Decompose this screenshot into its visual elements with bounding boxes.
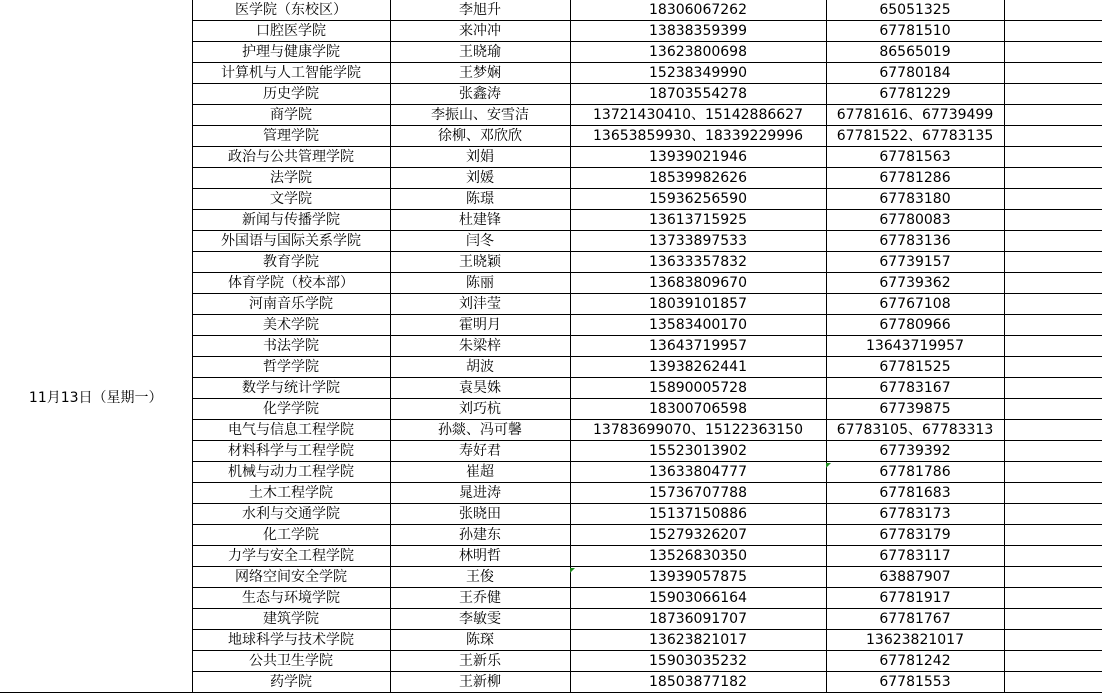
college-cell[interactable]: 管理学院: [192, 126, 390, 147]
college-cell[interactable]: 电气与信息工程学院: [192, 420, 390, 441]
phone-cell[interactable]: 63887907: [826, 567, 1004, 588]
contact-cell[interactable]: 刘巧杭: [390, 399, 570, 420]
empty-cell[interactable]: [1004, 630, 1102, 651]
mobile-cell[interactable]: 18736091707: [570, 609, 826, 630]
empty-cell[interactable]: [1004, 504, 1102, 525]
empty-cell[interactable]: [1004, 42, 1102, 63]
college-cell[interactable]: 新闻与传播学院: [192, 210, 390, 231]
empty-cell[interactable]: [1004, 483, 1102, 504]
contact-cell[interactable]: 袁昊姝: [390, 378, 570, 399]
empty-cell[interactable]: [1004, 210, 1102, 231]
phone-cell[interactable]: 67781917: [826, 588, 1004, 609]
phone-cell[interactable]: 13643719957: [826, 336, 1004, 357]
college-cell[interactable]: 计算机与人工智能学院: [192, 63, 390, 84]
mobile-cell[interactable]: 15903035232: [570, 651, 826, 672]
mobile-cell[interactable]: 13623821017: [570, 630, 826, 651]
mobile-cell[interactable]: 13683809670: [570, 273, 826, 294]
mobile-cell[interactable]: 13653859930、18339229996: [570, 126, 826, 147]
college-cell[interactable]: 口腔医学院: [192, 21, 390, 42]
empty-cell[interactable]: [1004, 252, 1102, 273]
phone-cell[interactable]: 67781563: [826, 147, 1004, 168]
mobile-cell[interactable]: 18539982626: [570, 168, 826, 189]
phone-cell[interactable]: 67783180: [826, 189, 1004, 210]
phone-cell[interactable]: 67781522、67783135: [826, 126, 1004, 147]
phone-cell[interactable]: 65051325: [826, 0, 1004, 21]
empty-cell[interactable]: [1004, 126, 1102, 147]
phone-cell[interactable]: 86565019: [826, 42, 1004, 63]
mobile-cell[interactable]: 18300706598: [570, 399, 826, 420]
contact-cell[interactable]: 李旭升: [390, 0, 570, 21]
empty-cell[interactable]: [1004, 147, 1102, 168]
mobile-cell[interactable]: 15238349990: [570, 63, 826, 84]
mobile-cell[interactable]: 18039101857: [570, 294, 826, 315]
contact-cell[interactable]: 寿好君: [390, 441, 570, 462]
phone-cell[interactable]: 67781786: [826, 462, 1004, 483]
college-cell[interactable]: 外国语与国际关系学院: [192, 231, 390, 252]
college-cell[interactable]: 商学院: [192, 105, 390, 126]
college-cell[interactable]: 哲学学院: [192, 357, 390, 378]
phone-cell[interactable]: 67781616、67739499: [826, 105, 1004, 126]
contact-cell[interactable]: 崔超: [390, 462, 570, 483]
empty-cell[interactable]: [1004, 294, 1102, 315]
empty-cell[interactable]: [1004, 567, 1102, 588]
contact-cell[interactable]: 朱梁梓: [390, 336, 570, 357]
mobile-cell[interactable]: 13783699070、15122363150: [570, 420, 826, 441]
college-cell[interactable]: 建筑学院: [192, 609, 390, 630]
phone-cell[interactable]: 13623821017: [826, 630, 1004, 651]
contact-cell[interactable]: 胡波: [390, 357, 570, 378]
contact-cell[interactable]: 闫冬: [390, 231, 570, 252]
college-cell[interactable]: 美术学院: [192, 315, 390, 336]
contact-cell[interactable]: 陈丽: [390, 273, 570, 294]
phone-cell[interactable]: 67783117: [826, 546, 1004, 567]
empty-cell[interactable]: [1004, 231, 1102, 252]
empty-cell[interactable]: [1004, 336, 1102, 357]
empty-cell[interactable]: [1004, 21, 1102, 42]
cell-comment-marker: [826, 463, 831, 468]
contact-cell[interactable]: 陈琛: [390, 630, 570, 651]
mobile-cell[interactable]: 13939021946: [570, 147, 826, 168]
empty-cell[interactable]: [1004, 651, 1102, 672]
college-cell[interactable]: 公共卫生学院: [192, 651, 390, 672]
contact-cell[interactable]: 李敏雯: [390, 609, 570, 630]
college-cell[interactable]: 政治与公共管理学院: [192, 147, 390, 168]
empty-cell[interactable]: [1004, 84, 1102, 105]
mobile-cell[interactable]: 15137150886: [570, 504, 826, 525]
contact-cell[interactable]: 张晓田: [390, 504, 570, 525]
phone-cell[interactable]: 67781286: [826, 168, 1004, 189]
empty-cell[interactable]: [1004, 588, 1102, 609]
contact-cell[interactable]: 张鑫涛: [390, 84, 570, 105]
phone-cell[interactable]: 67767108: [826, 294, 1004, 315]
mobile-cell[interactable]: 13721430410、15142886627: [570, 105, 826, 126]
empty-cell[interactable]: [1004, 0, 1102, 21]
empty-cell[interactable]: [1004, 672, 1102, 693]
college-cell[interactable]: 化学学院: [192, 399, 390, 420]
contact-cell[interactable]: 孙燚、冯可馨: [390, 420, 570, 441]
contact-cell[interactable]: 陈璟: [390, 189, 570, 210]
phone-cell[interactable]: 67739362: [826, 273, 1004, 294]
mobile-cell[interactable]: 15736707788: [570, 483, 826, 504]
mobile-cell[interactable]: 15279326207: [570, 525, 826, 546]
empty-cell[interactable]: [1004, 546, 1102, 567]
empty-cell[interactable]: [1004, 105, 1102, 126]
phone-cell[interactable]: 67781229: [826, 84, 1004, 105]
college-cell[interactable]: 水利与交通学院: [192, 504, 390, 525]
college-cell[interactable]: 书法学院: [192, 336, 390, 357]
contact-cell[interactable]: 晁进涛: [390, 483, 570, 504]
contact-cell[interactable]: 王梦娴: [390, 63, 570, 84]
contact-cell[interactable]: 王乔健: [390, 588, 570, 609]
contact-cell[interactable]: 孙建东: [390, 525, 570, 546]
mobile-cell[interactable]: 15903066164: [570, 588, 826, 609]
contact-cell[interactable]: 王新柳: [390, 672, 570, 693]
college-cell[interactable]: 教育学院: [192, 252, 390, 273]
mobile-cell[interactable]: 15523013902: [570, 441, 826, 462]
mobile-cell[interactable]: 13583400170: [570, 315, 826, 336]
phone-cell[interactable]: 67739392: [826, 441, 1004, 462]
college-cell[interactable]: 法学院: [192, 168, 390, 189]
contact-cell[interactable]: 徐柳、邓欣欣: [390, 126, 570, 147]
college-cell[interactable]: 地球科学与技术学院: [192, 630, 390, 651]
phone-cell[interactable]: 67781510: [826, 21, 1004, 42]
mobile-cell[interactable]: 13613715925: [570, 210, 826, 231]
college-cell[interactable]: 网络空间安全学院: [192, 567, 390, 588]
college-cell[interactable]: 土木工程学院: [192, 483, 390, 504]
mobile-cell[interactable]: 13733897533: [570, 231, 826, 252]
mobile-cell[interactable]: 18703554278: [570, 84, 826, 105]
contact-cell[interactable]: 来冲冲: [390, 21, 570, 42]
mobile-cell[interactable]: 18503877182: [570, 672, 826, 693]
contact-cell[interactable]: 王俊: [390, 567, 570, 588]
cell-comment-marker: [570, 568, 575, 573]
empty-cell[interactable]: [1004, 63, 1102, 84]
contact-cell[interactable]: 霍明月: [390, 315, 570, 336]
phone-cell[interactable]: 67783167: [826, 378, 1004, 399]
phone-cell[interactable]: 67783105、67783313: [826, 420, 1004, 441]
college-cell[interactable]: 材料科学与工程学院: [192, 441, 390, 462]
date-cell[interactable]: 11月13日（星期一）: [0, 105, 192, 693]
college-cell[interactable]: 护理与健康学院: [192, 42, 390, 63]
empty-cell[interactable]: [1004, 462, 1102, 483]
table-row: [0, 105, 1102, 126]
phone-cell[interactable]: 67783179: [826, 525, 1004, 546]
phone-cell[interactable]: 67781767: [826, 609, 1004, 630]
mobile-cell[interactable]: 13939057875: [570, 567, 826, 588]
phone-cell[interactable]: 67739875: [826, 399, 1004, 420]
mobile-cell[interactable]: 13633804777: [570, 462, 826, 483]
contact-cell[interactable]: 李振山、安雪洁: [390, 105, 570, 126]
contact-cell[interactable]: 杜建锋: [390, 210, 570, 231]
empty-cell[interactable]: [1004, 399, 1102, 420]
empty-cell[interactable]: [1004, 315, 1102, 336]
college-cell[interactable]: 体育学院（校本部）: [192, 273, 390, 294]
college-cell[interactable]: 机械与动力工程学院: [192, 462, 390, 483]
college-cell[interactable]: 药学院: [192, 672, 390, 693]
contact-cell[interactable]: 王新乐: [390, 651, 570, 672]
empty-cell[interactable]: [1004, 609, 1102, 630]
mobile-cell[interactable]: 13526830350: [570, 546, 826, 567]
table-row: [0, 0, 1102, 21]
mobile-cell[interactable]: 15936256590: [570, 189, 826, 210]
college-cell[interactable]: 力学与安全工程学院: [192, 546, 390, 567]
contact-cell[interactable]: 刘娟: [390, 147, 570, 168]
phone-cell[interactable]: 67739157: [826, 252, 1004, 273]
phone-cell[interactable]: 67783136: [826, 231, 1004, 252]
college-cell[interactable]: 文学院: [192, 189, 390, 210]
empty-cell[interactable]: [1004, 168, 1102, 189]
college-cell[interactable]: 化工学院: [192, 525, 390, 546]
empty-cell[interactable]: [1004, 273, 1102, 294]
mobile-cell[interactable]: 13838359399: [570, 21, 826, 42]
phone-cell[interactable]: 67783173: [826, 504, 1004, 525]
mobile-cell[interactable]: 15890005728: [570, 378, 826, 399]
phone-cell[interactable]: 67781553: [826, 672, 1004, 693]
college-cell[interactable]: 河南音乐学院: [192, 294, 390, 315]
mobile-cell[interactable]: 13633357832: [570, 252, 826, 273]
empty-cell[interactable]: [1004, 357, 1102, 378]
contact-cell[interactable]: 林明哲: [390, 546, 570, 567]
phone-cell[interactable]: 67781683: [826, 483, 1004, 504]
college-cell[interactable]: 生态与环境学院: [192, 588, 390, 609]
contact-cell[interactable]: 刘沣莹: [390, 294, 570, 315]
mobile-cell[interactable]: 13623800698: [570, 42, 826, 63]
college-cell[interactable]: 医学院（东校区）: [192, 0, 390, 21]
empty-cell[interactable]: [1004, 420, 1102, 441]
contact-cell[interactable]: 刘媛: [390, 168, 570, 189]
mobile-cell[interactable]: 13643719957: [570, 336, 826, 357]
mobile-cell[interactable]: 18306067262: [570, 0, 826, 21]
empty-cell[interactable]: [1004, 378, 1102, 399]
empty-cell[interactable]: [1004, 441, 1102, 462]
college-cell[interactable]: 历史学院: [192, 84, 390, 105]
empty-cell[interactable]: [1004, 189, 1102, 210]
mobile-cell[interactable]: 13938262441: [570, 357, 826, 378]
empty-cell[interactable]: [1004, 525, 1102, 546]
contact-cell[interactable]: 王晓瑜: [390, 42, 570, 63]
phone-cell[interactable]: 67781525: [826, 357, 1004, 378]
phone-cell[interactable]: 67780966: [826, 315, 1004, 336]
college-cell[interactable]: 数学与统计学院: [192, 378, 390, 399]
phone-cell[interactable]: 67780184: [826, 63, 1004, 84]
phone-cell[interactable]: 67781242: [826, 651, 1004, 672]
phone-cell[interactable]: 67780083: [826, 210, 1004, 231]
contact-cell[interactable]: 王晓颖: [390, 252, 570, 273]
date-cell-previous[interactable]: [0, 0, 192, 105]
